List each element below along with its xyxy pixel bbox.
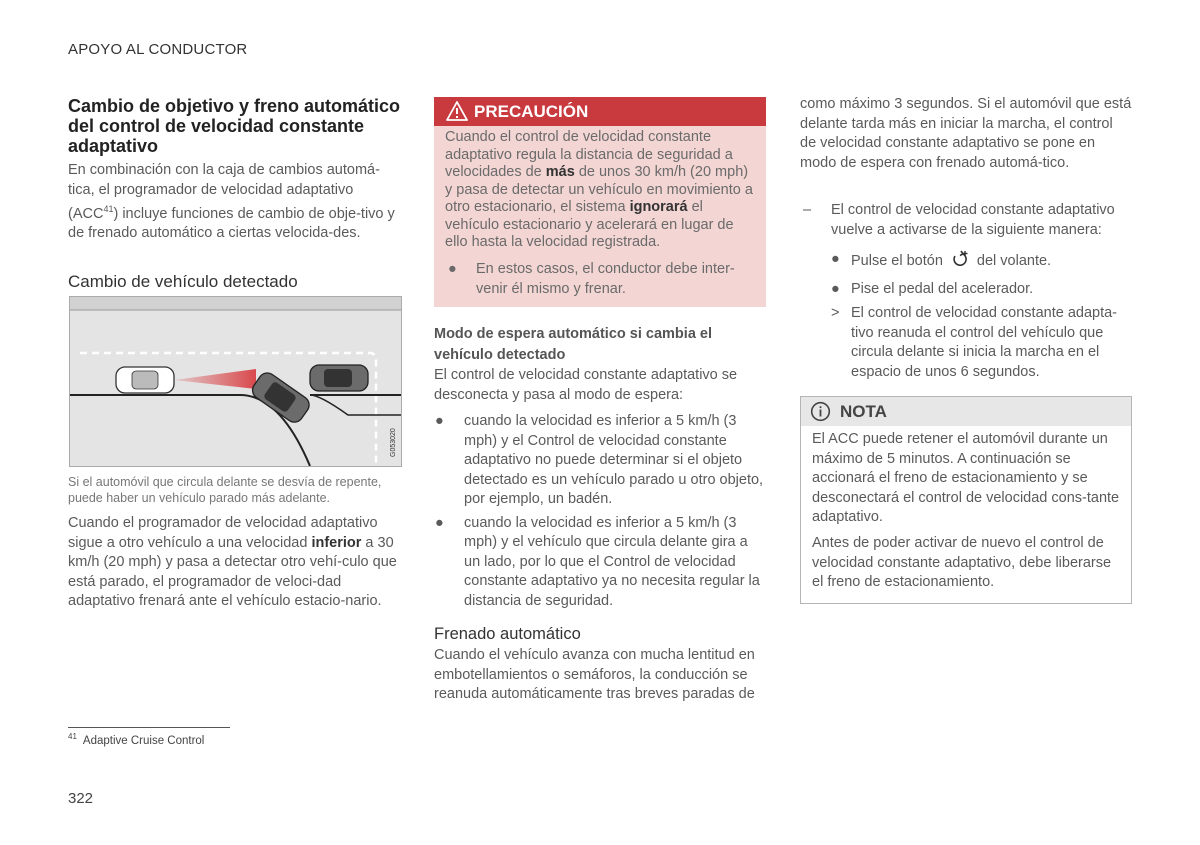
caution-title: PRECAUCIÓN: [474, 102, 589, 121]
caution-bullet: ● En estos casos, el conductor debe inter-venir él mismo y frenar.: [448, 261, 735, 297]
list-item: ● Pulse el botón del volante.: [828, 250, 1128, 275]
caution-text: Cuando el control de velocidad constante adaptativo regula la distancia de seguridad a velocidades de más de unos 30 km/h (20 mph) y pasa de detectar un vehículo en movimiento a otro estacionario, el sistema ignorará el vehículo estacionario y acelerará en lugar de ello hasta la velocidad registrada.: [445, 129, 753, 250]
result-item: > El control de velocidad constante adapta-tivo reanuda el control del vehículo que circula delante si inicia la marcha en el espacio de unos 6 segundos.: [831, 305, 1118, 380]
auto-brake-heading: Frenado automático: [434, 625, 581, 643]
note-box: [800, 396, 1132, 604]
note-paragraph-1: El ACC puede retener el automóvil durante un máximo de 5 minutos. A continuación se accionará el freno de estacionamiento y se desconectará el control de velocidad cons-tante adaptativo.: [812, 431, 1120, 525]
page-number: 322: [68, 790, 94, 807]
warning-triangle-icon: [446, 101, 468, 126]
standby-list: [434, 412, 764, 615]
note-header: [801, 397, 1131, 426]
footnote: $^{41}$ Adaptive Cruise Control: [68, 732, 205, 747]
col3-paragraph: como máximo 3 segundos. Si el automóvil que está delante tarda más en iniciar la marcha, el control de velocidad constante adaptativo se pone en modo de espera con frenado automá-tico.: [800, 96, 1132, 171]
note-title: NOTA: [840, 402, 887, 421]
reactivation-options: [828, 250, 1128, 387]
illustration-figure: [69, 296, 402, 467]
list-item: ● Pise el pedal del acelerador.: [831, 280, 1034, 297]
stopped-car-shape: [310, 365, 368, 391]
info-icon: [810, 401, 831, 427]
footnote-divider: [68, 727, 230, 728]
figure-code: G053020: [390, 428, 397, 457]
caution-box: [434, 97, 766, 307]
list-item: ● cuando la velocidad es inferior a 5 km/h (3 mph) y el Control de velocidad constante adaptativo no puede determinar si el objeto detectado es un vehículo parado u otro objeto, por ejemplo, un badén.: [435, 413, 764, 507]
subheading-target-change: Cambio de vehículo detectado: [68, 272, 298, 291]
standby-intro: El control de velocidad constante adaptativo se desconecta y pasa al modo de espera:: [434, 367, 738, 403]
footnote-ref: 41: [103, 204, 114, 214]
col1-paragraph-2: Cuando el programador de velocidad adaptativo sigue a otro vehículo a una velocidad inferior a 30 km/h (20 mph) y pasa a detectar otro vehí-culo que está parado, el programador de veloci-dad adaptativo frenará ante el vehículo estacio-nario.: [68, 515, 397, 609]
list-item: ● cuando la velocidad es inferior a 5 km/h (3 mph) y el vehículo que circula delante gira a un lado, por lo que el Control de velocidad constante adaptativo ya no necesita regular la distancia de seguridad.: [435, 514, 760, 609]
resume-button-icon: [951, 250, 969, 275]
intro-paragraph: En combinación con la caja de cambios automá-tica, el programador de velocidad adaptativo (ACC$^{41}$) incluye funciones de cambio de obje-tivo y de frenado automático a ciertas velocida-des.: [68, 162, 395, 242]
reactivation-step: – El control de velocidad constante adaptativo vuelve a activarse de la siguiente manera:: [803, 202, 1115, 238]
caution-header: [434, 97, 766, 126]
figure-caption: Si el automóvil que circula delante se desvía de repente, puede haber un vehículo parado más adelante.: [68, 475, 382, 505]
own-car-shape: [116, 367, 174, 393]
main-heading: Cambio de objetivo y freno automático del control de velocidad constante adaptativo: [68, 96, 401, 156]
note-paragraph-2: Antes de poder activar de nuevo el control de velocidad constante adaptativo, debe liberarse el freno de estacionamiento.: [812, 535, 1112, 590]
section-title: APOYO AL CONDUCTOR: [68, 41, 248, 58]
auto-brake-paragraph: Cuando el vehículo avanza con mucha lentitud en embotellamientos o semáforos, la conducción se reanuda automáticamente tras breves paradas de: [434, 647, 755, 702]
standby-heading: Modo de espera automático si cambia el vehículo detectado: [434, 326, 712, 363]
